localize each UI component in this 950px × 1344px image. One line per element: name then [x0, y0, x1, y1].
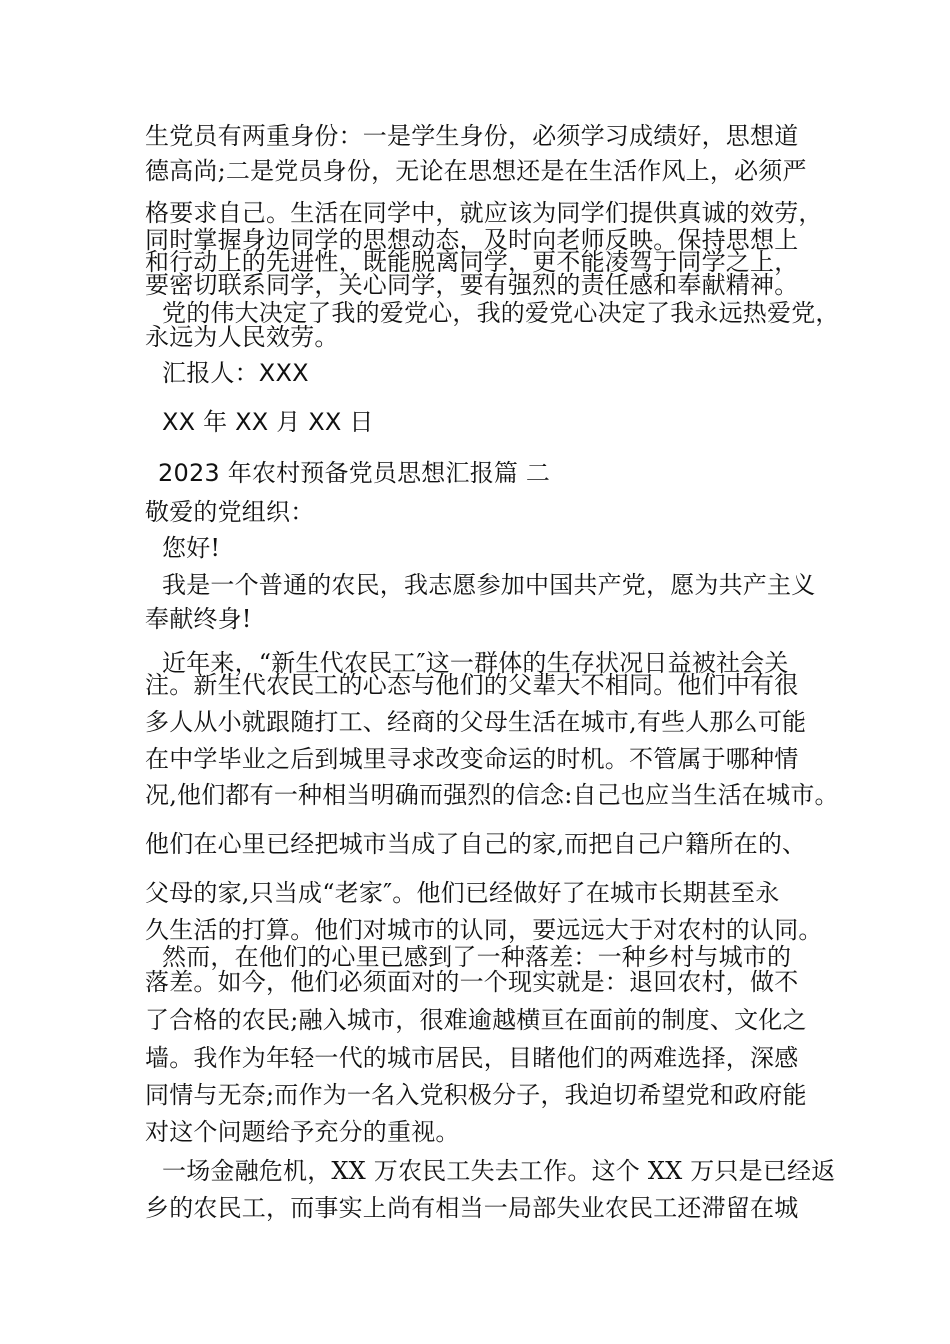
text-line: 同时掌握身边同学的思想动态，及时向老师反映。保持思想上 — [145, 226, 799, 254]
text-line: 久生活的打算。他们对城市的认同，要远远大于对农村的认同。 — [145, 916, 823, 944]
text-line: 墙。我作为年轻一代的城市居民，目睹他们的两难选择，深感 — [145, 1044, 799, 1072]
text-line: 格要求自己。生活在同学中，就应该为同学们提供真诚的效劳， — [145, 199, 823, 227]
section-title: 2023 年农村预备党员思想汇报篇 二 — [158, 459, 551, 487]
text-line: 在中学毕业之后到城里寻求改变命运的时机。不管属于哪种情 — [145, 745, 799, 773]
text-line: 要密切联系同学，关心同学，要有强烈的责任感和奉献精神。 — [145, 271, 799, 299]
text-line: 落差。如今，他们必须面对的一个现实就是：退回农村，做不 — [145, 968, 799, 996]
salutation: 敬爱的党组织： — [145, 498, 315, 526]
text-line: 德高尚;二是党员身份，无论在思想还是在生活作风上，必须严 — [145, 157, 807, 185]
text-line: 他们在心里已经把城市当成了自己的家,而把自己户籍所在的、 — [145, 830, 807, 858]
text-line: 奉献终身! — [145, 605, 252, 633]
text-line: 同情与无奈;而作为一名入党积极分子，我迫切希望党和政府能 — [145, 1081, 807, 1109]
reporter-line: 汇报人：XXX — [162, 359, 309, 387]
text-line: 党的伟大决定了我的爱党心，我的爱党心决定了我永远热爱党， — [162, 299, 840, 327]
text-line: 多人从小就跟随打工、经商的父母生活在城市,有些人那么可能 — [145, 708, 807, 736]
text-line: 然而，在他们的心里已感到了一种落差：一种乡村与城市的 — [162, 943, 792, 971]
text-line: 注。新生代农民工的心态与他们的父辈大不相同。他们中有很 — [145, 671, 799, 699]
text-line: 况,他们都有一种相当明确而强烈的信念:自己也应当生活在城市。 — [145, 781, 839, 809]
text-line: 对这个问题给予充分的重视。 — [145, 1118, 460, 1146]
date-line: XX 年 XX 月 XX 日 — [162, 408, 374, 436]
text-line: 我是一个普通的农民，我志愿参加中国共产党，愿为共产主义 — [162, 571, 816, 599]
text-line: 近年来，“新生代农民工″这一群体的生存状况日益被社会关 — [162, 649, 789, 677]
text-line: 父母的家,只当成“老家″。他们已经做好了在城市长期甚至永 — [145, 879, 780, 907]
text-line: 永远为人民效劳。 — [145, 323, 339, 351]
text-line: 和行动上的先进性，既能脱离同学，更不能凌驾于同学之上， — [145, 248, 799, 276]
text-line: 了合格的农民;融入城市，很难逾越横亘在面前的制度、文化之 — [145, 1006, 807, 1034]
text-line: 一场金融危机，XX 万农民工失去工作。这个 XX 万只是已经返 — [162, 1157, 836, 1185]
text-line: 生党员有两重身份：一是学生身份，必须学习成绩好，思想道 — [145, 122, 799, 150]
greeting: 您好! — [162, 534, 221, 562]
text-line: 乡的农民工，而事实上尚有相当一局部失业农民工还滞留在城 — [145, 1194, 799, 1222]
